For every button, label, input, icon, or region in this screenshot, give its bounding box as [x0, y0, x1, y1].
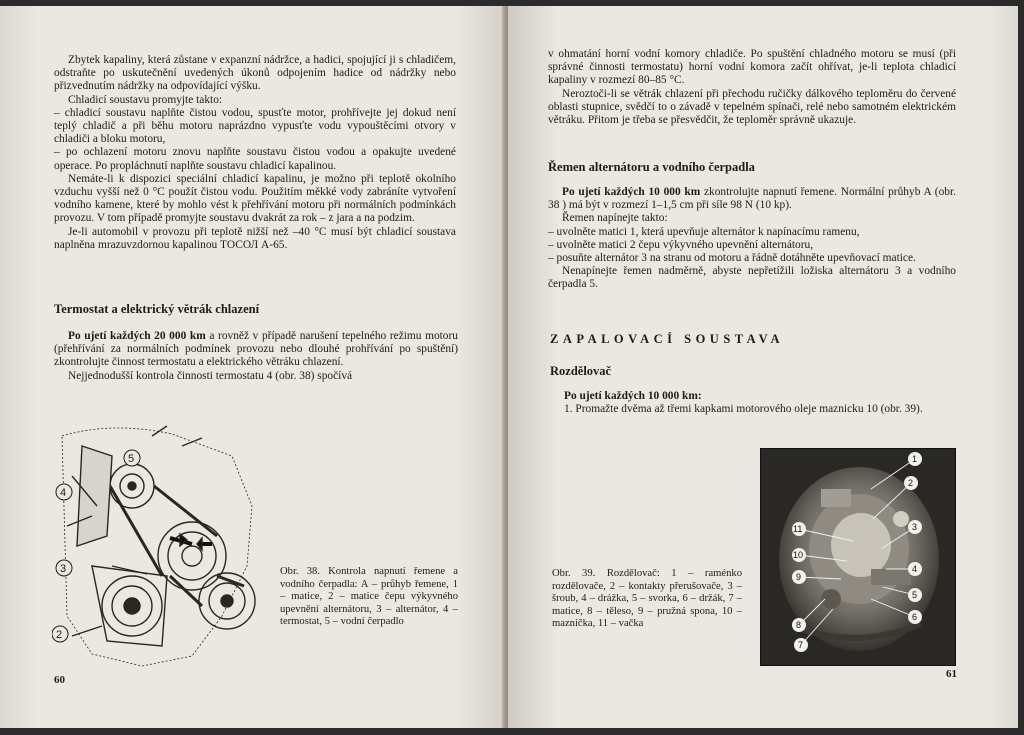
- list-item: – uvolněte matici 1, která upevňuje alternátor k napínacímu ramenu,: [548, 225, 860, 238]
- emphasis: Po ujetí každých 20 000 km: [68, 330, 206, 342]
- section-heading: Řemen alternátoru a vodního čerpadla: [548, 160, 755, 174]
- list-item: – chladicí soustavu naplňte čistou vodou, spusťte motor, prohřívejte jej dokud není teplý chladič a při běhu motoru naprázdno vypusťte vodu vypouštěcími otvory v chladiči a bloku motoru,: [54, 106, 456, 146]
- list-item: – posuňte alternátor 3 na stranu od motoru a řádně dotáhněte upevňovací matice.: [548, 252, 916, 265]
- paragraph: [548, 186, 956, 212]
- figure-label: 3: [912, 522, 918, 532]
- paragraph: [54, 330, 458, 370]
- belt-text: [548, 186, 956, 292]
- paragraph: v ohmatání horní vodní komory chladiče. Po spuštění chladného motoru se musí (při správné činnosti termostatu) horní vodní komora začít ohřívat, je-li teplota chladicí kapaliny v rozmezí 80–85 °C.: [548, 48, 956, 87]
- paragraph-rest: zkontrolujte napnutí řemene. Normální průhyb A (obr. 38 ) má být v rozmezí 1–1,5 cm při síle 98 N (10 kp).: [548, 186, 957, 212]
- figure-label: 2: [56, 629, 63, 641]
- figure-39-caption: Obr. 39. Rozdělovač: 1 – raménko rozdělovače, 2 – kontakty přerušovače, 3 – šroub, 4 – drážka, 5 – svorka, 6 – držák, 7 – matice, 8 – těleso, 9 – pružná spona, 10 – maznička, 11 – vačka: [552, 568, 742, 630]
- engine-belt-illustration: [52, 416, 262, 676]
- paragraph: Je-li automobil v provozu při teplotě nižší než –40 °C musí být chladicí soustava naplněna mrazuvzdornou kapalinou ТОСОЛ А-65.: [54, 225, 456, 251]
- paragraph: Zbytek kapaliny, která zůstane v expanzní nádržce, a hadici, spojující ji s chladičem, odstraňte po uskutečnění uvedených úkonů odpojením hadice od nádržky nebo přizvednutím nádržky na odpovídající výšku.: [54, 54, 456, 93]
- figure-label: 5: [912, 590, 918, 600]
- paragraph: Nenapínejte řemen nadměrně, abyste nepřetížili ložiska alternátoru 3 a vodního čerpadla 5.: [548, 265, 956, 291]
- left-body-text: [54, 54, 456, 252]
- page-number: 60: [54, 674, 65, 686]
- figure-label: 11: [793, 524, 803, 534]
- paragraph-rest: a rovněž v případě narušení tepelného režimu motoru (přehřívání za normálních podmínek provozu nebo dlouhé prohřívání po spuštění) zkontrolujte činnost termostatu a elektrického větráku chlazení.: [54, 330, 458, 369]
- figure-label: 9: [796, 572, 802, 582]
- figure-label: 4: [912, 564, 918, 574]
- paragraph: Řemen napínejte takto:: [562, 212, 668, 225]
- page-number: 61: [946, 668, 957, 680]
- left-page: [0, 6, 506, 728]
- paragraph: 1. Promažte dvěma až třemi kapkami motorového oleje maznicku 10 (obr. 39).: [564, 403, 923, 416]
- figure-label: 1: [912, 454, 918, 464]
- paragraph: [550, 390, 960, 403]
- emphasis: Po ujetí každých 10 000 km: [562, 186, 701, 198]
- paragraph: Nejjednodušší kontrola činnosti termostatu 4 (obr. 38) spočívá: [68, 369, 353, 382]
- right-body-text: [548, 48, 956, 127]
- section-heading: Rozdělovač: [550, 364, 612, 378]
- list-item: – uvolněte matici 2 čepu výkyvného upevnění alternátoru,: [548, 238, 814, 251]
- thermostat-text: [54, 330, 458, 383]
- figure-label: 7: [798, 640, 804, 650]
- figure-label: 5: [128, 453, 135, 465]
- figure-label: 4: [60, 487, 67, 499]
- figure-label: 10: [793, 550, 804, 560]
- section-heading: Termostat a elektrický větrák chlazení: [54, 302, 260, 316]
- figure-label: 2: [908, 478, 914, 488]
- chapter-title: ZAPALOVACÍ SOUSTAVA: [550, 332, 785, 346]
- distributor-photo-drawing: [761, 449, 955, 665]
- figure-label: 6: [912, 612, 918, 622]
- figure-label: 8: [796, 620, 802, 630]
- figure-38-caption: Obr. 38. Kontrola napnutí řemene a vodního čerpadla: A – průhyb řemene, 1 – matice, 2 – matice čepu výkyvného upevnění alternátoru, 3 – alternátor, 4 – termostat, 5 – vodní čerpadlo: [280, 566, 458, 628]
- paragraph: Nemáte-li k dispozici speciální chladicí kapalinu, je možno při teplotě okolního vzduchu vyšší než 0 °C použít čistou vodu. Použitím měkké vody zabráníte vytvoření vodního kamene, které by mohlo vést k přehřívání motoru při normálních podmínkách provozu. V tom případě promyjte soustavu dvakrát za rok – z jara a na podzim.: [54, 172, 456, 225]
- paragraph: Chladicí soustavu promyjte takto:: [68, 93, 223, 106]
- distributor-text: [550, 390, 960, 416]
- figure-label: 3: [60, 563, 67, 575]
- list-item: – po ochlazení motoru znovu naplňte soustavu čistou vodou a opakujte uvedené operace. Po propláchnutí naplňte soustavu chladicí kapalinou.: [54, 146, 456, 172]
- distributor-photo: [760, 448, 956, 666]
- emphasis: Po ujetí každých 10 000 km:: [564, 390, 702, 402]
- paragraph: Neroztoči-li se větrák chlazení při přechodu ručičky dálkového teploměru do červené oblasti stupnice, svědčí to o závadě v tepelném spínači, relé nebo samotném elektrickém větráku. Přitom je třeba se přesvědčit, že teploměr správně ukazuje.: [548, 87, 956, 127]
